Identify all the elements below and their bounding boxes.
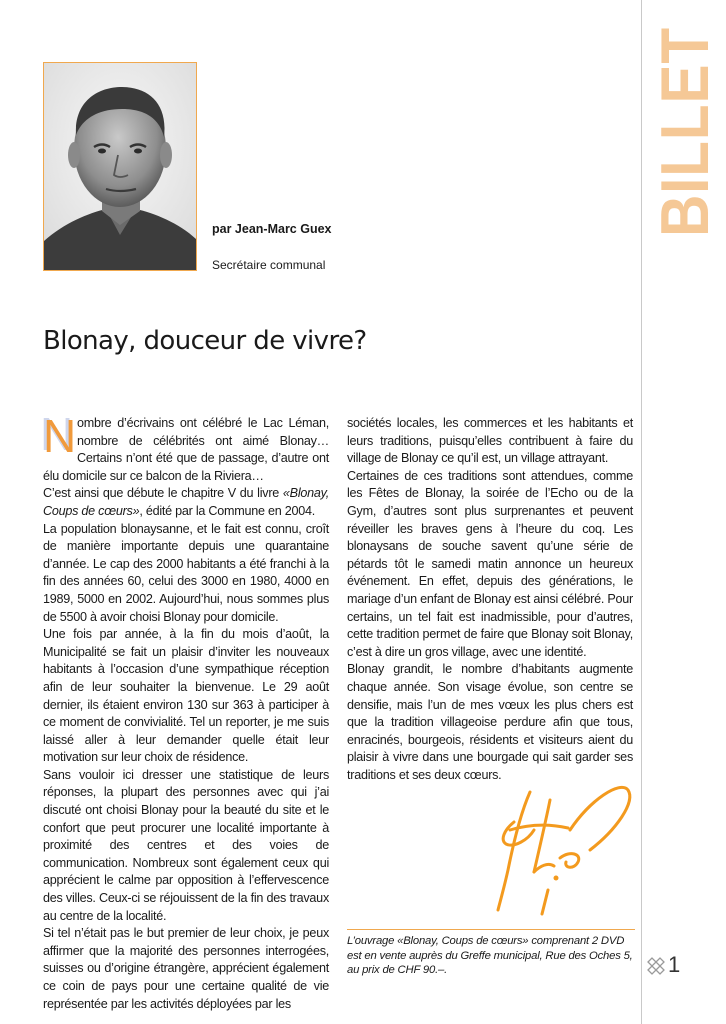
section-title-text: BILLET xyxy=(647,27,723,237)
article-column-right xyxy=(347,415,633,784)
author-byline: par Jean-Marc Guex xyxy=(212,222,332,236)
paragraph-text: , édité par la Commune en 2004. xyxy=(139,503,316,518)
author-photo xyxy=(43,62,197,271)
paragraph: Si tel n’était pas le but premier de leur choix, je peux affirmer que la majorité des personnes interrogées, suisses ou d’origine étrangère, apprécient également ce coin de pays pour une certaine qualité de vie représentée par les activités déployées par les xyxy=(43,926,329,1011)
paragraph-text: C’est ainsi que débute le chapitre V du livre xyxy=(43,486,283,501)
paragraph: Blonay grandit, le nombre d’habitants augmente chaque année. Son visage évolue, son centre se densifie, mais l’un de mes vœux les plus chers est que la tradition villageoise perdure afin que tous, enracinés, bourgeois, résidents et visiteurs aient du plaisir à vivre dans une bourgade qui sait garder ses traditions et ses deux cœurs. xyxy=(347,662,633,782)
page-ornament-icon xyxy=(646,956,666,976)
paragraph: Sans vouloir ici dresser une statistique de leurs réponses, la plupart des personnes avec qui j’ai discuté ont choisi Blonay pour la beauté du site et le confort que peut procurer une localité importante à proximité des centres et des voies de communication. Nombreux sont également ceux qui apprécient le calme par opposition à l’effervescence des villes. Ceux-ci se réjouissent de la fin des travaux au centre de la localité. xyxy=(43,767,329,923)
paragraph: La population blonaysanne, et le fait est connu, croît de manière importante depuis une quarantaine d’année. Le cap des 2000 habitants a été franchi à la fin des années 60, celui des 3000 en 1980, 4000 en 1989, 5000 en 2002. Aujourd’hui, nous sommes plus de 5500 à avoir choisi Blonay pour domicile. xyxy=(43,521,329,624)
book-title: «Blonay, Coups de cœurs» xyxy=(43,486,329,518)
signature-icon xyxy=(470,770,640,920)
signature-dot xyxy=(554,876,559,881)
section-title xyxy=(644,26,726,238)
paragraph xyxy=(43,410,329,485)
paragraph: Certaines de ces traditions sont attendues, comme les Fêtes de Blonay, la soirée de l’Echo ou de la Gym, d’autres sont plus surprenantes et peuvent réveiller les braves gens à l’heure du coq. Les blonaysans de souche savent qu’une série de pétards tôt le samedi matin annonce un heureux événement. En effet, depuis des générations, le mariage d’un enfant de Blonay est ainsi célébré. Pour certains, un tel fait est inadmissible, pour d’autres, cette tradition permet de faire que Blonay soit Blonay, c’est à dire un gros village, avec une identité. xyxy=(347,468,633,659)
page-number: 1 xyxy=(668,952,681,977)
photo-caption: L’ouvrage «Blonay, Coups de cœurs» comprenant 2 DVD est en vente auprès du Greffe municipal, Rue des Oches 5, au prix de CHF 90.–. xyxy=(347,935,633,977)
paragraph: sociétés locales, les commerces et les habitants et leurs traditions, puisqu’elles contribuent à faire du village de Blonay ce qu’il est, un village attrayant. xyxy=(347,416,633,466)
article-column-left xyxy=(43,410,329,1013)
drop-cap: N xyxy=(43,410,76,462)
margin-rule xyxy=(641,0,642,1024)
article-title: Blonay, douceur de vivre? xyxy=(43,326,367,356)
paragraph-text: ombre d’écrivains ont célébré le Lac Léman, nombre de célébrités ont aimé Blonay… Certains n’ont été que de passage, d’autre ont élu domicile sur ce balcon de la Riviera… xyxy=(43,416,329,483)
paragraph: Une fois par année, à la fin du mois d’août, la Municipalité se fait un plaisir d’inviter les nouveaux habitants à l’occasion d’une sympathique réception afin de leur souhaiter la bienvenue. Le 29 août dernier, ils étaient environ 130 sur 363 à participer à ce moment de convivialité. Tel un reporter, je me suis laissé aller à leur demander quelle était leur motivation sur leur choix de résidence. xyxy=(43,627,329,765)
caption-divider xyxy=(347,929,635,930)
author-role: Secrétaire communal xyxy=(212,258,326,272)
portrait-image xyxy=(44,63,196,270)
paragraph xyxy=(43,485,329,520)
